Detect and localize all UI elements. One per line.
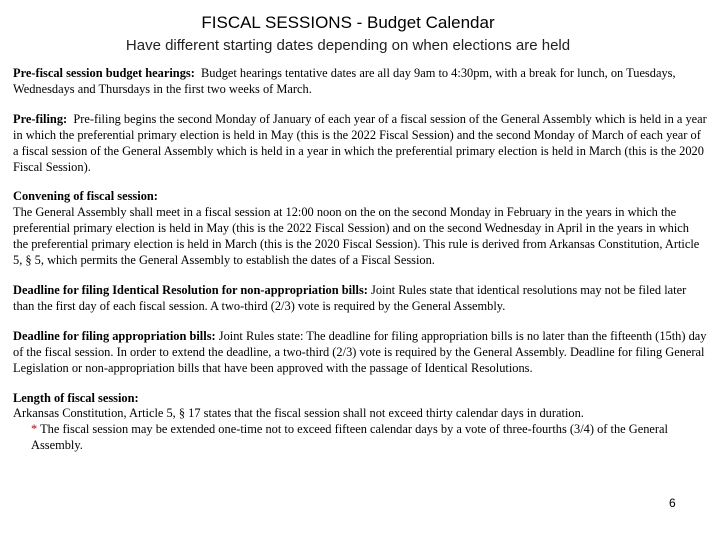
- asterisk-marker: *: [31, 422, 38, 437]
- section-pre-filing: [13, 112, 707, 176]
- section-heading: Deadline for filing appropriation bills:: [13, 328, 216, 343]
- section-text: The General Assembly shall meet in a fiscal session at 12:00 noon on the on the second Monday in February in the years in which the preferential primary election is held in May (this is the 2022 Fiscal Session) and on the second Wednesday in April in the years in which the preferential primary election is held in March (this is the 2020 Fiscal Session). This rule is derived from Arkansas Constitution, Article 5, § 5, which permits the General Assembly to establish the dates of a Fiscal Session.: [13, 205, 700, 268]
- section-text: Joint Rules state: The deadline for filing appropriation bills is no later than the fifteenth (15th) day of the fiscal session. In order to extend the deadline, a two-third (2/3) vote is required by the General Assembly. Deadline for filing General Legislation or non-appropriation bills that have been approved with the passage of Identical Resolutions.: [13, 328, 707, 375]
- section-convening: [13, 189, 707, 269]
- section-heading: Pre-filing:: [13, 111, 68, 126]
- page-title: FISCAL SESSIONS - Budget Calendar: [201, 13, 495, 32]
- section-heading: Pre-fiscal session budget hearings:: [13, 66, 195, 80]
- section-text: Joint Rules state that identical resolutions may not be filed later than the first day of each fiscal session. A two-third (2/3) vote is required by the General Assembly.: [13, 282, 687, 313]
- section-length: [13, 391, 707, 455]
- document-body: [13, 66, 707, 468]
- section-text: Arkansas Constitution, Article 5, § 17 states that the fiscal session shall not exceed thirty calendar days in duration.: [13, 406, 584, 421]
- page-number: 6: [669, 496, 676, 510]
- page-subtitle: Have different starting dates depending on when elections are held: [125, 37, 571, 54]
- footnote-text: The fiscal session may be extended one-time not to exceed fifteen calendar days by a vote of three-fourths (3/4) of the General Assembly.: [31, 422, 668, 453]
- section-text: Budget hearings tentative dates are all day 9am to 4:30pm, with a break for lunch, on Tuesdays, Wednesdays and Thursdays in the first two weeks of March.: [13, 66, 676, 96]
- section-budget-hearings: [13, 66, 707, 98]
- section-heading: Length of fiscal session:: [13, 390, 139, 405]
- section-heading: Convening of fiscal session:: [13, 189, 158, 204]
- section-appropriation-deadline: [13, 329, 707, 377]
- section-identical-resolution-deadline: [13, 283, 707, 315]
- section-heading: Deadline for filing Identical Resolution for non-appropriation bills:: [13, 282, 368, 297]
- footnote: [31, 422, 707, 454]
- section-text: Pre-filing begins the second Monday of January of each year of a fiscal session of the General Assembly which is held in a year in which the preferential primary election is held in May (this is the 2022 Fiscal Session) and the second Monday of March of each year of a fiscal session of the General Assembly which is held in a year in which the preferential primary election is held in March (this is the 2020 Fiscal Session).: [13, 111, 707, 174]
